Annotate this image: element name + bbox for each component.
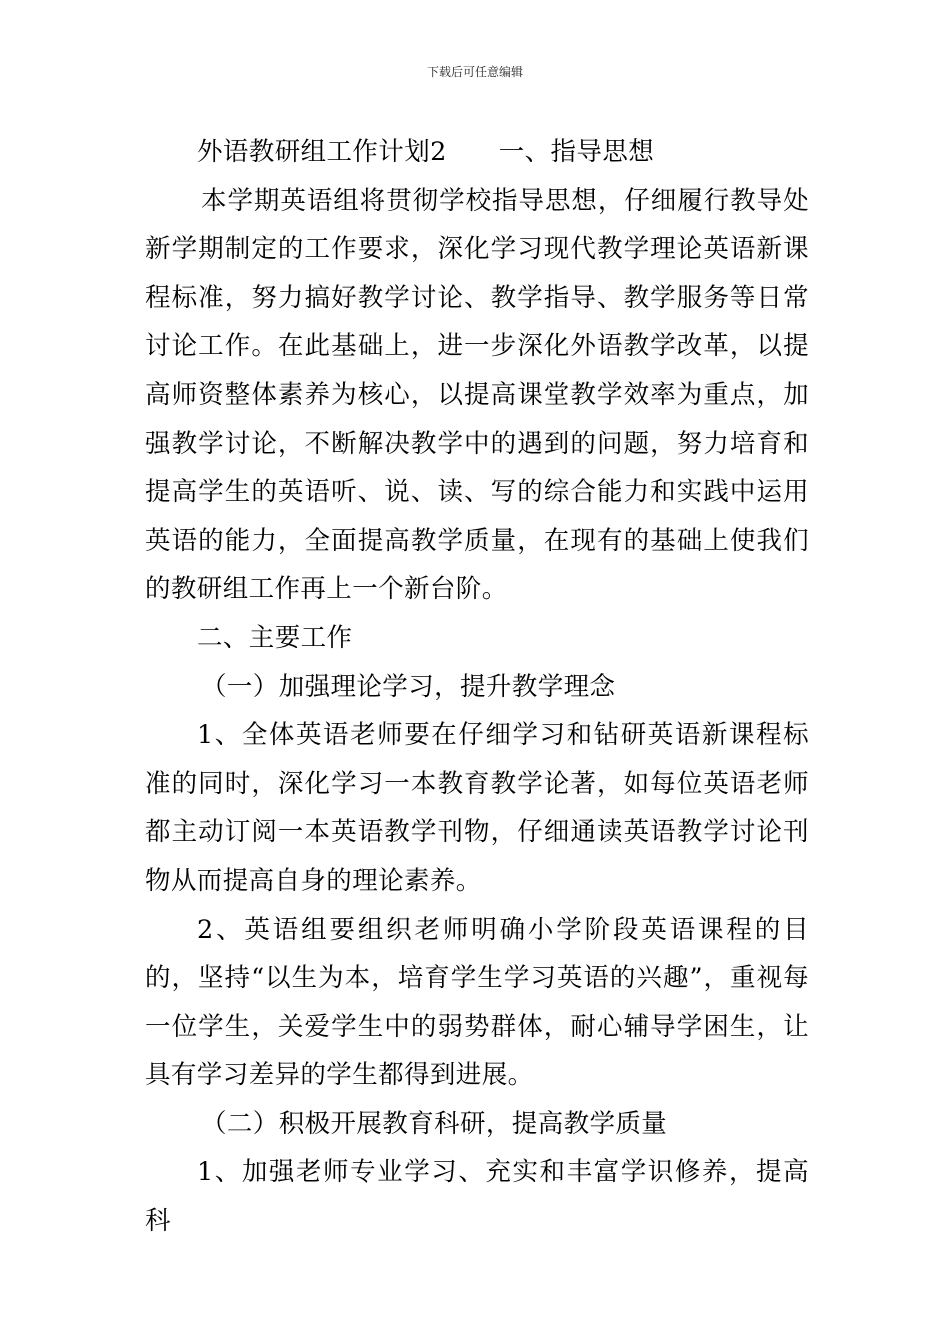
subsection1-heading: （一）加强理论学习，提升教学理念 xyxy=(201,671,616,702)
section2-heading: 二、主要工作 xyxy=(197,622,353,653)
subsection1-item1: 1、全体英语老师要在仔细学习和钻研英语新课程标准的同时，深化学习一本教育教学论著，如每位英语老师都主动订阅一本英语教学刊物，仔细通读英语教学讨论刊物从而提高自身的理论素养。 xyxy=(145,720,809,896)
page-header: 下载后可任意编辑 xyxy=(426,65,523,79)
document-body xyxy=(145,128,809,1246)
subsection2-heading: （二）积极开展教育科研，提高教学质量 xyxy=(201,1108,668,1139)
subsection2-item1: 1、加强老师专业学习、充实和丰富学识修养，提高科 xyxy=(145,1157,809,1237)
title-line xyxy=(145,128,809,177)
document-title: 外语教研组工作计划2 xyxy=(197,137,447,167)
subsection1-item2: 2、英语组要组织老师明确小学阶段英语课程的目的，坚持“以生为本，培育学生学习英语的兴趣”，重视每一位学生，关爱学生中的弱势群体，耐心辅导学困生，让具有学习差异的学生都得到进展。 xyxy=(145,914,809,1091)
section1-heading: 一、指导思想 xyxy=(498,137,655,167)
section1-paragraph: 本学期英语组将贯彻学校指导思想，仔细履行教导处新学期制定的工作要求，深化学习现代教学理论英语新课程标准，努力搞好教学讨论、教学指导、教学服务等日常讨论工作。在此基础上，进一步深化外语教学改革，以提高师资整体素养为核心，以提高课堂教学效率为重点，加强教学讨论，不断解决教学中的遇到的问题，努力培育和提高学生的英语听、说、读、写的综合能力和实践中运用英语的能力，全面提高教学质量，在现有的基础上使我们的教研组工作再上一个新台阶。 xyxy=(145,185,809,605)
